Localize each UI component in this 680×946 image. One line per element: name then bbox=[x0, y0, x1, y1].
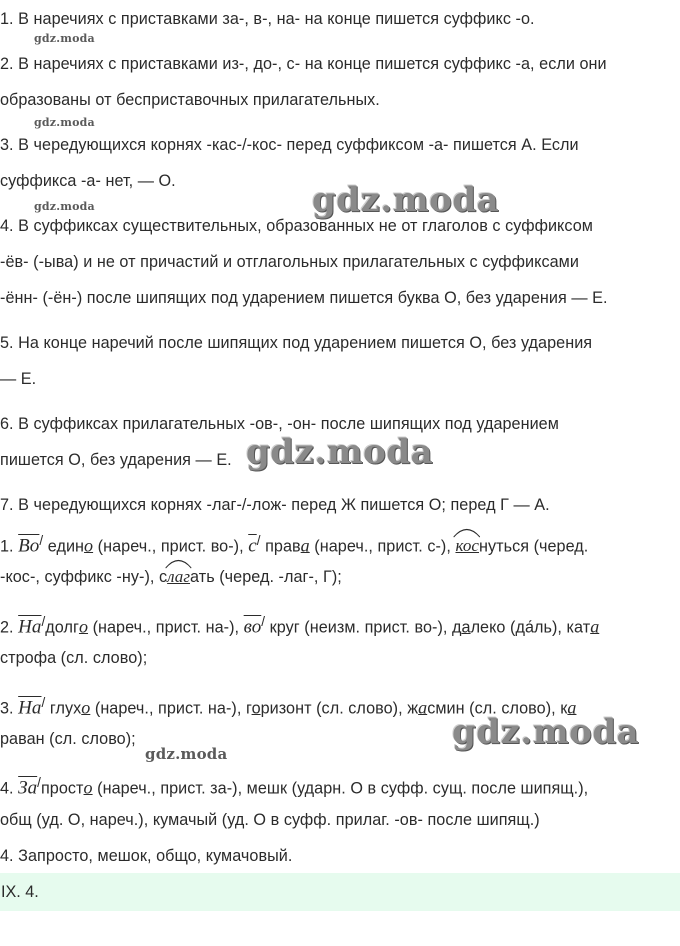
answer-text: IX. 4. bbox=[1, 883, 39, 901]
example-4-line-2: общ (уд. О, нареч.), кумачый (уд. О в суфф. прилаг. -ов- после шипящ.) bbox=[0, 811, 540, 829]
summary-line: 4. Запросто, мешок, общо, кумачовый. bbox=[0, 847, 293, 865]
root-kos: кос bbox=[455, 536, 479, 556]
example-4-line-1: 4. За/просто (нареч., прист. за-), мешк (ударн. О в суфф. сущ. после шипящ.), bbox=[0, 775, 589, 799]
prefix-za: За bbox=[18, 777, 38, 799]
suffix-a: а bbox=[300, 535, 310, 556]
watermark-big-3: gdz.moda bbox=[452, 712, 640, 752]
rule-4-line-2: -ёв- (-ыва) и не от причастий и отглагольных прилагательных с суффиксами bbox=[0, 253, 579, 271]
prefix-na: На bbox=[18, 616, 42, 638]
rule-1: 1. В наречиях с приставками за-, в-, на- на конце пишется суффикс -о. bbox=[0, 10, 535, 28]
watermark-small-1: gdz.moda bbox=[34, 32, 95, 45]
watermark-big-1: gdz.moda bbox=[312, 180, 500, 220]
example-1-line-1: 1. Во/ едино (нареч., прист. во-), с/ права (нареч., прист. с-), коснуться (черед. bbox=[0, 531, 678, 556]
example-2-line-1: 2. На/долго (нареч., прист. на-), во/ круг (неизм. прист. во-), далеко (да́ль), ката bbox=[0, 614, 600, 638]
watermark-small-3: gdz.moda bbox=[34, 200, 95, 213]
prefix-vo: Во bbox=[18, 535, 40, 557]
example-1-line-2: -кос-, суффикс -ну-), с лагать (черед. -лаг-, Г); bbox=[0, 567, 678, 587]
example-3-line-1: 3. На/ глухо (нареч., прист. на-), горизонт (сл. слово), жасмин (сл. слово), ка bbox=[0, 695, 577, 719]
watermark-small-4: gdz.moda bbox=[145, 745, 228, 763]
watermark-small-2: gdz.moda bbox=[34, 116, 95, 129]
rule-2-line-1: 2. В наречиях с приставками из-, до-, с- на конце пишется суффикс -а, если они bbox=[0, 55, 607, 73]
example-3-line-2: раван (сл. слово); bbox=[0, 730, 136, 748]
rule-5-line-2: — Е. bbox=[0, 370, 37, 388]
example-2-line-2: строфа (сл. слово); bbox=[0, 649, 148, 667]
rule-3-line-1: 3. В чередующихся корнях -кас-/-кос- перед суффиксом -а- пишется А. Если bbox=[0, 136, 579, 154]
prefix-vo: во bbox=[243, 616, 262, 638]
answer-bar bbox=[0, 873, 680, 911]
root-arc-icon bbox=[165, 557, 192, 569]
rule-4-line-3: -ённ- (-ён-) после шипящих под ударением пишется буква О, без ударения — Е. bbox=[0, 289, 608, 307]
prefix-s: с bbox=[248, 535, 257, 557]
rule-2-line-2: образованы от бесприставочных прилагательных. bbox=[0, 91, 380, 109]
prefix-na: На bbox=[18, 697, 42, 719]
root-arc-icon bbox=[453, 526, 481, 538]
suffix-o: о bbox=[84, 535, 94, 556]
rule-4-line-1: 4. В суффиксах существительных, образованных не от глаголов с суффиксом bbox=[0, 217, 593, 235]
rule-5-line-1: 5. На конце наречий после шипящих под ударением пишется О, без ударения bbox=[0, 334, 593, 352]
rule-6-line-2: пишется О, без ударения — Е. bbox=[0, 451, 232, 469]
rule-3-line-2: суффикса -а- нет, — О. bbox=[0, 172, 176, 190]
watermark-big-2: gdz.moda bbox=[246, 432, 434, 472]
rule-7: 7. В чередующихся корнях -лаг-/-лож- перед Ж пишется О; перед Г — А. bbox=[0, 496, 550, 514]
rule-6-line-1: 6. В суффиксах прилагательных -ов-, -он- после шипящих под ударением bbox=[0, 415, 559, 433]
root-lag: лаг bbox=[167, 567, 190, 587]
